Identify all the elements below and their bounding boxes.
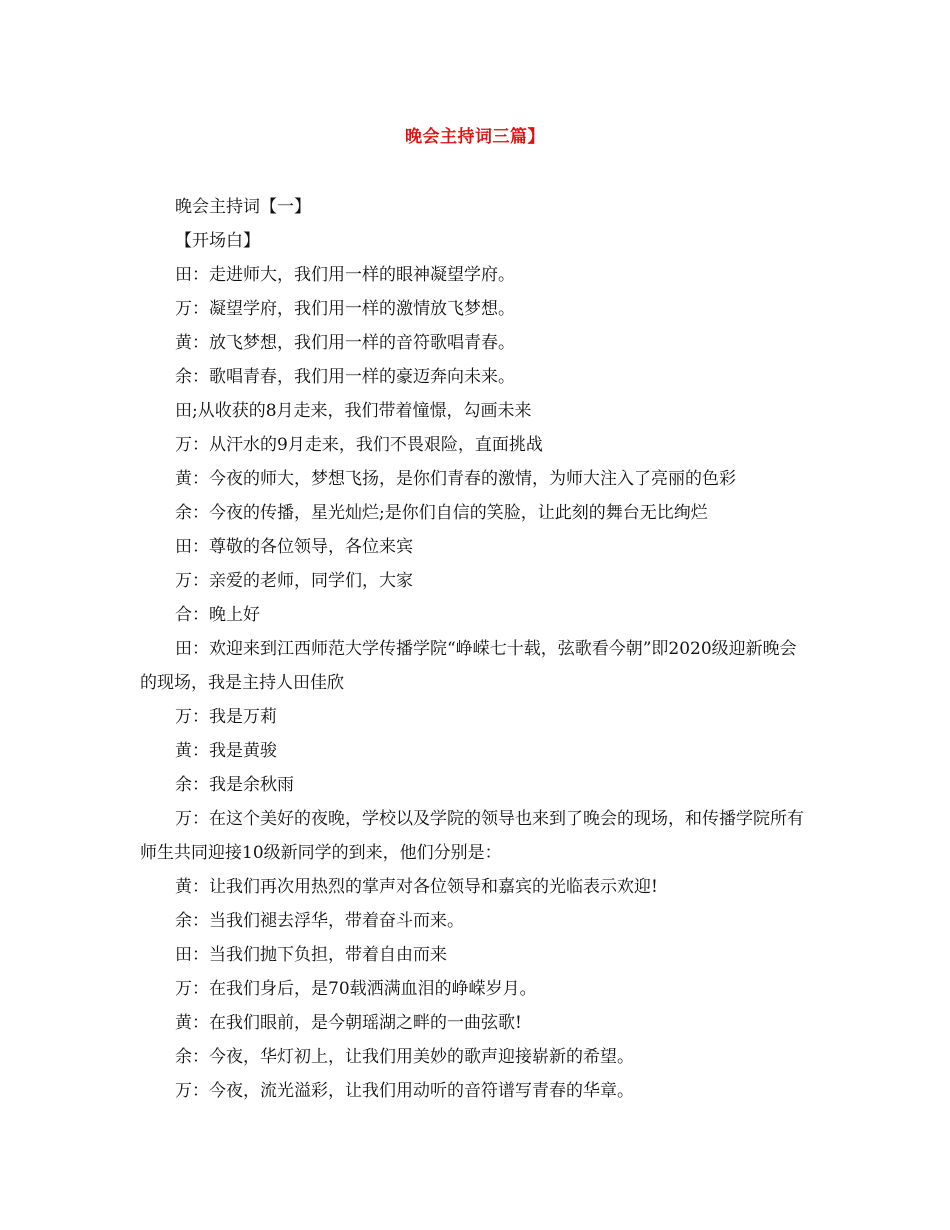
- paragraph: 万：凝望学府，我们用一样的激情放飞梦想。: [175, 299, 515, 319]
- paragraph: 余：今夜的传播，星光灿烂;是你们自信的笑脸，让此刻的舞台无比绚烂: [175, 503, 708, 523]
- paragraph: 余：今夜，华灯初上，让我们用美妙的歌声迎接崭新的希望。: [175, 1047, 634, 1067]
- paragraph: 余：当我们褪去浮华，带着奋斗而来。: [175, 911, 464, 931]
- paragraph: 万：今夜，流光溢彩，让我们用动听的音符谱写青春的华章。: [175, 1081, 634, 1101]
- paragraph: 合：晚上好: [175, 605, 260, 625]
- paragraph: 【开场白】: [175, 231, 260, 251]
- document-body: [140, 190, 812, 1108]
- paragraph: 万：从汗水的9月走来，我们不畏艰险，直面挑战: [175, 435, 543, 455]
- paragraph: 万：我是万莉: [175, 707, 277, 727]
- paragraph: 田：走进师大，我们用一样的眼神凝望学府。: [175, 265, 515, 285]
- paragraph: 黄：今夜的师大，梦想飞扬，是你们青春的激情，为师大注入了亮丽的色彩: [175, 469, 736, 489]
- paragraph: 田;从收获的8月走来，我们带着憧憬，勾画未来: [175, 401, 532, 421]
- paragraph: 田：欢迎来到江西师范大学传播学院“峥嵘七十载，弦歌看今朝”即2020级迎新晚会的现场，我是主持人田佳欣: [140, 639, 797, 693]
- paragraph: 万：在我们身后，是70载洒满血泪的峥嵘岁月。: [175, 979, 537, 999]
- paragraph: 余：我是余秋雨: [175, 775, 294, 795]
- paragraph: 黄：让我们再次用热烈的掌声对各位领导和嘉宾的光临表示欢迎!: [175, 877, 658, 897]
- paragraph: 田：当我们抛下负担，带着自由而来: [175, 945, 447, 965]
- paragraph: 万：在这个美好的夜晚，学校以及学院的领导也来到了晚会的现场，和传播学院所有师生共同迎接10级新同学的到来，他们分别是：: [140, 809, 804, 863]
- paragraph: 黄：放飞梦想，我们用一样的音符歌唱青春。: [175, 333, 515, 353]
- paragraph: 黄：我是黄骏: [175, 741, 277, 761]
- paragraph: 黄：在我们眼前，是今朝瑶湖之畔的一曲弦歌!: [175, 1013, 522, 1033]
- paragraph: 万：亲爱的老师，同学们，大家: [175, 571, 413, 591]
- paragraph: 田：尊敬的各位领导，各位来宾: [175, 537, 413, 557]
- paragraph: 余：歌唱青春，我们用一样的豪迈奔向未来。: [175, 367, 515, 387]
- paragraph: 晚会主持词【一】: [175, 197, 311, 217]
- document-title: 晚会主持词三篇】: [405, 127, 545, 147]
